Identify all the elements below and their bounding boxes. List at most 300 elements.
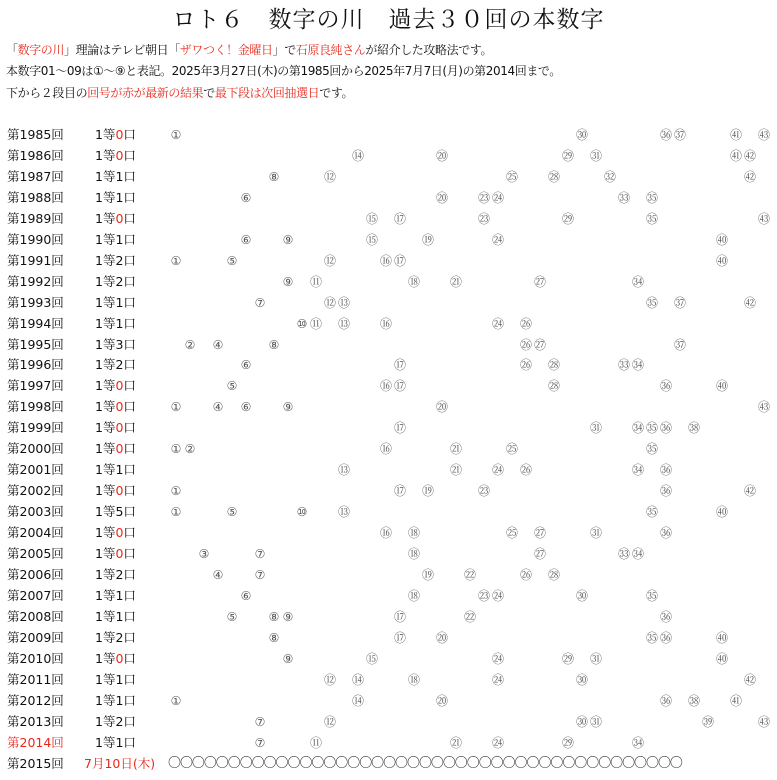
draw-number: 第1985回 — [7, 127, 64, 142]
winners-unit: 口 — [123, 608, 136, 624]
winners-count: 0 — [115, 483, 124, 499]
winners-cell — [95, 628, 136, 648]
drawn-number: ㊵ — [715, 253, 728, 268]
winners-cell — [95, 439, 136, 459]
intro-segment: です。 — [319, 86, 354, 100]
drawn-number: ⑱ — [407, 526, 420, 541]
winners-cell — [95, 733, 136, 753]
drawn-number: ⑰ — [393, 358, 406, 373]
winners-unit: 口 — [123, 252, 136, 268]
drawn-number: ㊸ — [757, 714, 770, 729]
winners-count: 1 — [115, 231, 124, 247]
winners-count: 3 — [115, 336, 124, 352]
drawn-number: ㉘ — [547, 169, 560, 184]
winners-cell — [95, 209, 136, 229]
winners-unit: 口 — [123, 671, 136, 687]
draw-number: 第2012回 — [7, 692, 64, 708]
drawn-number: ㉓ — [477, 588, 490, 603]
winners-cell — [95, 230, 136, 250]
winners-unit: 口 — [123, 629, 136, 645]
drawn-number: ㉛ — [589, 148, 602, 163]
winners-cell — [95, 355, 136, 375]
intro-line-2 — [6, 62, 561, 80]
winners-unit: 口 — [123, 566, 136, 582]
drawn-number: ㊱ — [659, 421, 672, 436]
drawn-number: ㊷ — [743, 169, 756, 184]
drawn-number: ㉝ — [617, 190, 630, 205]
drawn-number: ⑰ — [393, 484, 406, 499]
drawn-number: ㉚ — [575, 714, 588, 729]
draw-row — [0, 670, 777, 690]
draw-number: 第1990回 — [7, 231, 64, 247]
drawn-number: ⑬ — [337, 505, 350, 520]
drawn-number: ㉗ — [533, 526, 546, 541]
drawn-number: ㉙ — [561, 651, 574, 666]
draw-number: 第1999回 — [7, 420, 64, 436]
drawn-number: ② — [184, 442, 196, 457]
draw-row — [0, 565, 777, 585]
winners-count: 1 — [115, 671, 124, 687]
winners-cell — [95, 523, 136, 543]
draw-number: 第1989回 — [7, 210, 64, 226]
drawn-number: ㉔ — [491, 190, 504, 205]
drawn-number: ㊶ — [729, 693, 742, 708]
draw-number: 第1994回 — [7, 315, 64, 331]
drawn-number: ㉖ — [519, 567, 532, 582]
draw-row — [0, 628, 777, 648]
draw-row — [0, 251, 777, 271]
prize-prefix: 1等 — [95, 231, 116, 247]
draw-row — [0, 418, 777, 438]
drawn-number: ⑫ — [323, 253, 336, 268]
draw-number: 第2003回 — [7, 504, 64, 520]
winners-unit: 口 — [123, 294, 136, 310]
drawn-number: ㉓ — [477, 190, 490, 205]
drawn-number: ㊱ — [659, 128, 672, 142]
intro-segment: 本数字01〜09は①〜⑨と表記。2025年3月27日(木)の第1985回から2025年7月7日(月)の第2014回まで。 — [6, 64, 561, 78]
drawn-number: ⑳ — [435, 630, 448, 645]
drawn-number: ㉑ — [449, 735, 462, 750]
winners-cell — [95, 649, 136, 669]
drawn-number: ⑱ — [407, 547, 420, 561]
drawn-number: ㊱ — [659, 526, 672, 541]
drawn-number: ⑨ — [282, 609, 294, 624]
winners-cell — [95, 167, 136, 187]
draw-number: 第2004回 — [7, 525, 64, 541]
winners-unit: 口 — [123, 399, 136, 415]
drawn-number: ㉑ — [449, 463, 462, 478]
draw-row — [0, 125, 777, 145]
drawn-number: ⑰ — [393, 609, 406, 624]
drawn-number: ㉘ — [547, 567, 560, 582]
prize-prefix: 1等 — [95, 399, 116, 415]
drawn-number: ⑳ — [435, 190, 448, 205]
drawn-number: ⑰ — [393, 421, 406, 436]
prize-prefix: 1等 — [95, 252, 116, 268]
draw-row — [0, 209, 777, 229]
drawn-number: ㉛ — [589, 714, 602, 729]
drawn-number: ㉛ — [589, 526, 602, 541]
drawn-number: ④ — [212, 400, 224, 415]
draw-row — [0, 397, 777, 417]
winners-count: 0 — [115, 441, 124, 457]
drawn-number: ⑫ — [323, 672, 336, 687]
drawn-number: ㉞ — [631, 547, 644, 561]
draw-number: 第1998回 — [7, 399, 64, 415]
prize-prefix: 1等 — [95, 546, 116, 561]
drawn-number: ㊱ — [659, 609, 672, 624]
drawn-number: ㉕ — [505, 169, 518, 184]
drawn-number: ⑧ — [268, 337, 280, 352]
prize-prefix: 1等 — [95, 671, 116, 687]
prize-prefix: 1等 — [95, 336, 116, 352]
winners-unit: 口 — [123, 420, 136, 436]
intro-segment: 回号が赤が最新の結果 — [87, 86, 204, 100]
drawn-number: ⑥ — [240, 588, 252, 603]
draw-row — [0, 376, 777, 396]
drawn-number: ㊲ — [673, 337, 686, 352]
page-title: ロト６ 数字の川 過去３０回の本数字 — [172, 7, 605, 33]
prize-prefix: 1等 — [95, 273, 116, 289]
winners-unit: 口 — [123, 378, 136, 394]
winners-count: 0 — [115, 378, 124, 394]
intro-segment: 数字の川 — [17, 43, 65, 57]
winners-cell — [95, 418, 136, 438]
drawn-number: ⑭ — [351, 693, 364, 708]
draw-number: 第1995回 — [7, 336, 64, 352]
winners-unit: 口 — [123, 315, 136, 331]
drawn-number: ㉚ — [575, 128, 588, 142]
drawn-number: ⑮ — [365, 651, 378, 666]
winners-cell — [95, 544, 136, 564]
prize-prefix: 1等 — [95, 692, 116, 708]
intro-segment: 下から２段目の — [6, 86, 88, 100]
drawn-number: ㉒ — [463, 567, 476, 582]
drawn-number: ㊵ — [715, 232, 728, 247]
draw-number: 第2011回 — [7, 671, 64, 687]
drawn-number: ⑦ — [254, 735, 266, 750]
drawn-number: ㊷ — [743, 148, 756, 163]
draw-number: 第1987回 — [7, 168, 64, 184]
winners-cell — [95, 691, 136, 711]
drawn-number: ㊸ — [757, 211, 770, 226]
draw-number: 第1992回 — [7, 273, 64, 289]
drawn-number: ㊱ — [659, 630, 672, 645]
drawn-number: ⑮ — [365, 232, 378, 247]
winners-cell — [95, 481, 136, 501]
winners-unit: 口 — [123, 587, 136, 603]
winners-count: 1 — [115, 294, 124, 310]
draw-row — [0, 481, 777, 501]
winners-count: 1 — [115, 587, 124, 603]
drawn-number: ㊴ — [701, 714, 714, 729]
drawn-number: ⑫ — [323, 295, 336, 310]
winners-cell — [95, 376, 136, 396]
prize-prefix: 1等 — [95, 483, 116, 499]
winners-cell — [95, 502, 136, 522]
winners-unit: 口 — [123, 273, 136, 289]
draw-number: 第1997回 — [7, 378, 64, 394]
drawn-number: ⑥ — [240, 232, 252, 247]
draw-row — [0, 272, 777, 292]
next-draw-circles: 〇〇〇〇〇〇〇〇〇〇〇〇〇〇〇〇〇〇〇〇〇〇〇〇〇〇〇〇〇〇〇〇〇〇〇〇〇〇〇〇〇〇〇 — [168, 755, 682, 771]
intro-segment: 石原良純さん — [295, 43, 366, 57]
draw-number: 第1986回 — [7, 147, 64, 163]
drawn-number: ㊵ — [715, 505, 728, 520]
drawn-number: ㉘ — [547, 358, 560, 373]
intro-segment: ザワつく！金曜日 — [179, 43, 273, 57]
draw-row — [0, 230, 777, 250]
drawn-number: ⑤ — [226, 253, 238, 268]
draw-number: 第1996回 — [7, 357, 64, 373]
drawn-number: ㉟ — [645, 588, 658, 603]
draw-row — [0, 355, 777, 375]
drawn-number: ㉙ — [561, 148, 574, 163]
drawn-number: ㉔ — [491, 651, 504, 666]
drawn-number: ㉚ — [575, 672, 588, 687]
drawn-number: ㉖ — [519, 358, 532, 373]
drawn-number: ⑫ — [323, 714, 336, 729]
prize-prefix: 1等 — [95, 189, 116, 205]
winners-cell — [95, 251, 136, 271]
winners-count: 0 — [115, 650, 124, 666]
drawn-number: ⑳ — [435, 400, 448, 415]
drawn-number: ㊳ — [687, 693, 700, 708]
draw-number: 第2014回 — [7, 734, 64, 750]
drawn-number: ㉛ — [589, 421, 602, 436]
draw-row — [0, 544, 777, 564]
draw-number: 第1991回 — [7, 252, 64, 268]
drawn-number: ⑱ — [407, 672, 420, 687]
intro-segment: 」理論はテレビ朝日「 — [64, 43, 180, 57]
winners-cell — [95, 146, 136, 166]
drawn-number: ㉝ — [617, 358, 630, 373]
drawn-number: ⑦ — [254, 547, 266, 561]
draw-number: 第2001回 — [7, 462, 64, 478]
draw-number: 第2002回 — [7, 483, 64, 499]
winners-count: 1 — [115, 692, 124, 708]
prize-prefix: 1等 — [95, 357, 116, 373]
drawn-number: ㊵ — [715, 630, 728, 645]
winners-count: 2 — [115, 273, 124, 289]
winners-count: 1 — [115, 462, 124, 478]
drawn-number: ㉞ — [631, 463, 644, 478]
prize-prefix: 1等 — [95, 420, 116, 436]
winners-unit: 口 — [123, 650, 136, 666]
prize-prefix: 1等 — [95, 378, 116, 394]
prize-prefix: 1等 — [95, 629, 116, 645]
intro-segment: で — [203, 86, 215, 100]
draw-number: 第2010回 — [7, 650, 64, 666]
prize-prefix: 1等 — [95, 168, 116, 184]
winners-unit: 口 — [123, 231, 136, 247]
drawn-number: ㉖ — [519, 337, 532, 352]
drawn-number: ㉟ — [645, 295, 658, 310]
drawn-number: ① — [170, 505, 182, 520]
drawn-number: ⑧ — [268, 169, 280, 184]
drawn-number: ⑦ — [254, 567, 266, 582]
prize-prefix: 1等 — [95, 587, 116, 603]
drawn-number: ㉖ — [519, 463, 532, 478]
draw-row — [0, 314, 777, 334]
drawn-number: ㉟ — [645, 190, 658, 205]
drawn-number: ㉙ — [561, 735, 574, 750]
drawn-number: ㉔ — [491, 463, 504, 478]
drawn-number: ㊵ — [715, 379, 728, 394]
prize-prefix: 1等 — [95, 127, 116, 142]
prize-prefix: 1等 — [95, 734, 116, 750]
winners-unit: 口 — [123, 462, 136, 478]
drawn-number: ㉗ — [533, 274, 546, 289]
drawn-number: ⑰ — [393, 630, 406, 645]
winners-count: 0 — [115, 420, 124, 436]
winners-unit: 口 — [123, 210, 136, 226]
draw-row — [0, 586, 777, 606]
prize-prefix: 1等 — [95, 504, 116, 520]
drawn-number: ⑯ — [379, 379, 392, 394]
prize-prefix: 1等 — [95, 650, 116, 666]
winners-unit: 口 — [123, 168, 136, 184]
winners-cell — [95, 188, 136, 208]
prize-prefix: 1等 — [95, 210, 116, 226]
drawn-number: ㉓ — [477, 211, 490, 226]
winners-unit: 口 — [123, 692, 136, 708]
drawn-number: ④ — [212, 567, 224, 582]
drawn-number: ⑲ — [421, 484, 434, 499]
drawn-number: ㊲ — [673, 128, 686, 142]
drawn-number: ⑪ — [309, 316, 322, 331]
drawn-number: ㉖ — [519, 316, 532, 331]
draw-number: 第2008回 — [7, 608, 64, 624]
intro-segment: が紹介した攻略法です。 — [365, 43, 493, 57]
drawn-number: ㉗ — [533, 547, 546, 561]
drawn-number: ⑨ — [282, 274, 294, 289]
intro-segment: 最下段は次回抽選日 — [214, 86, 320, 100]
drawn-number: ㉑ — [449, 274, 462, 289]
drawn-number: ⑳ — [435, 148, 448, 163]
drawn-number: ㊶ — [729, 128, 742, 142]
prize-prefix: 1等 — [95, 147, 116, 163]
winners-cell — [95, 335, 136, 355]
drawn-number: ⑮ — [365, 211, 378, 226]
drawn-number: ㊱ — [659, 693, 672, 708]
intro-segment: 」で — [272, 43, 296, 57]
drawn-number: ① — [170, 484, 182, 499]
drawn-number: ㉕ — [505, 442, 518, 457]
winners-count: 0 — [115, 399, 124, 415]
drawn-number: ㉔ — [491, 316, 504, 331]
winners-unit: 口 — [123, 504, 136, 520]
winners-unit: 口 — [123, 147, 136, 163]
winners-count: 0 — [115, 546, 124, 561]
drawn-number: ㉙ — [561, 211, 574, 226]
intro-line-1 — [6, 41, 492, 59]
drawn-number: ⑱ — [407, 274, 420, 289]
draw-row — [0, 607, 777, 627]
drawn-number: ⑥ — [240, 358, 252, 373]
drawn-number: ⑪ — [309, 274, 322, 289]
drawn-number: ㉟ — [645, 421, 658, 436]
drawn-number: ⑧ — [268, 630, 280, 645]
draw-number: 第2009回 — [7, 629, 64, 645]
draw-row — [0, 293, 777, 313]
drawn-number: ⑰ — [393, 379, 406, 394]
drawn-number: ㉟ — [645, 211, 658, 226]
winners-cell — [95, 272, 136, 292]
drawn-number: ⑩ — [296, 505, 308, 520]
next-draw-date: 7月10日(木) — [84, 755, 156, 771]
drawn-number: ㊷ — [743, 295, 756, 310]
draw-row — [0, 188, 777, 208]
drawn-number: ⑬ — [337, 463, 350, 478]
winners-count: 1 — [115, 315, 124, 331]
drawn-number: ㊸ — [757, 128, 770, 142]
winners-count: 0 — [115, 525, 124, 541]
winners-unit: 口 — [123, 546, 136, 561]
drawn-number: ② — [184, 337, 196, 352]
drawn-number: ㉟ — [645, 630, 658, 645]
winners-cell — [95, 397, 136, 417]
drawn-number: ③ — [198, 547, 210, 561]
drawn-number: ㊱ — [659, 379, 672, 394]
drawn-number: ⑱ — [407, 588, 420, 603]
drawn-number: ⑤ — [226, 609, 238, 624]
draw-number: 第2005回 — [7, 546, 64, 561]
winners-count: 2 — [115, 713, 124, 729]
draw-number: 第1993回 — [7, 294, 64, 310]
winners-unit: 口 — [123, 713, 136, 729]
winners-unit: 口 — [123, 441, 136, 457]
winners-cell — [95, 565, 136, 585]
drawn-number: ㉟ — [645, 505, 658, 520]
drawn-number: ⑲ — [421, 232, 434, 247]
drawn-number: ① — [170, 128, 182, 142]
winners-count: 0 — [115, 210, 124, 226]
drawn-number: ⑬ — [337, 316, 350, 331]
winners-unit: 口 — [123, 357, 136, 373]
drawn-number: ⑫ — [323, 169, 336, 184]
winners-count: 1 — [115, 189, 124, 205]
draw-number: 第2006回 — [7, 566, 64, 582]
drawn-number: ⑨ — [282, 400, 294, 415]
winners-unit: 口 — [123, 189, 136, 205]
drawn-number: ㊷ — [743, 672, 756, 687]
drawn-number: ㊱ — [659, 484, 672, 499]
drawn-number: ㉔ — [491, 735, 504, 750]
draw-number: 第2013回 — [7, 713, 64, 729]
drawn-number: ㊸ — [757, 400, 770, 415]
drawn-number: ⑭ — [351, 672, 364, 687]
draw-row — [0, 712, 777, 732]
drawn-number: ① — [170, 442, 182, 457]
drawn-number: ⑭ — [351, 148, 364, 163]
drawn-number: ⑧ — [268, 609, 280, 624]
winners-unit: 口 — [123, 483, 136, 499]
prize-prefix: 1等 — [95, 462, 116, 478]
drawn-number: ⑪ — [309, 735, 322, 750]
drawn-number: ⑩ — [296, 316, 308, 331]
winners-count: 0 — [115, 127, 124, 142]
prize-prefix: 1等 — [95, 525, 116, 541]
drawn-number: ⑬ — [337, 295, 350, 310]
drawn-number: ㊱ — [659, 463, 672, 478]
drawn-number: ㉞ — [631, 358, 644, 373]
winners-cell — [95, 670, 136, 690]
prize-prefix: 1等 — [95, 294, 116, 310]
draw-row — [0, 523, 777, 543]
winners-count: 1 — [115, 168, 124, 184]
drawn-number: ㉞ — [631, 735, 644, 750]
